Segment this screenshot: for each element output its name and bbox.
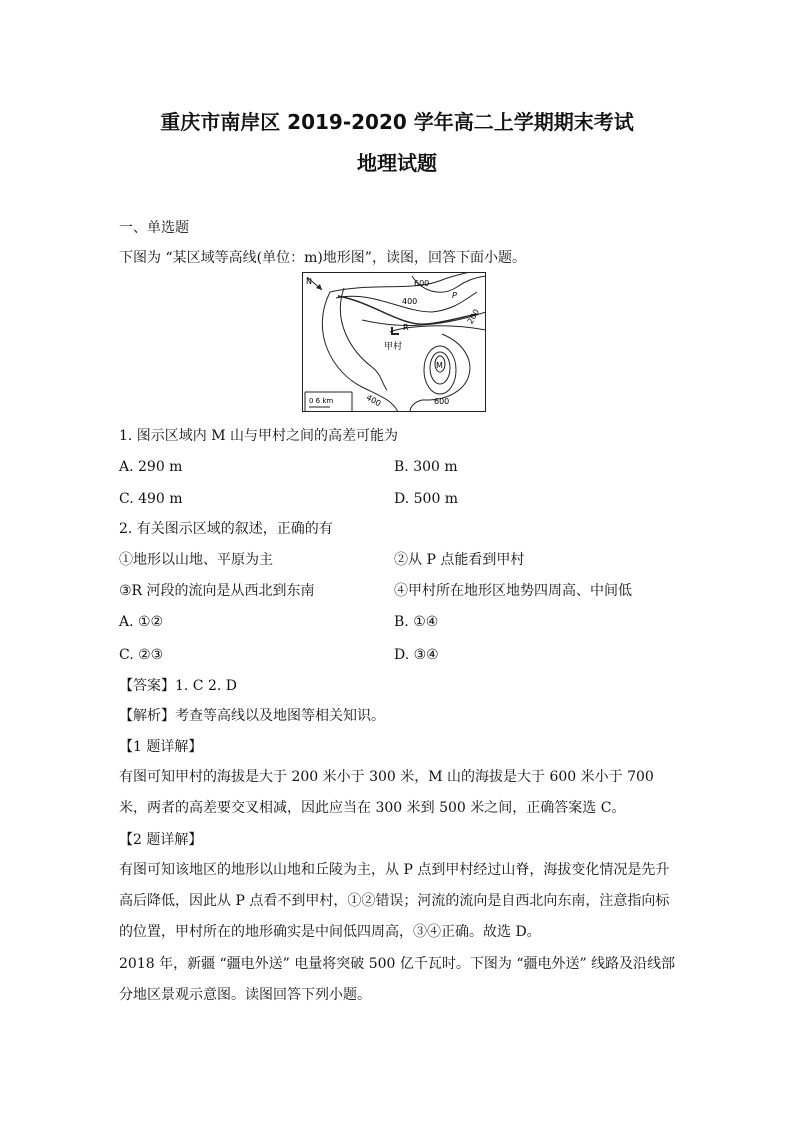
q2-option-a: A. ①② <box>119 614 164 630</box>
detail1-text: 有图可知甲村的海拔是大于 200 米小于 300 米，M 山的海拔是大于 600 米小于 700 米，两者的高差要交叉相减，因此应当在 300 米到 500 米之间，正确答案选 C。 <box>119 769 654 816</box>
q2-option-d: D. ③④ <box>394 647 439 663</box>
map-label-600-top: 600 <box>414 279 430 288</box>
map-label-scale: 0 6 km <box>309 397 334 405</box>
next-question-intro: 2018 年，新疆 “疆电外送” 电量将突破 500 亿千瓦时。下图为 “疆电外送” 线路及沿线部分地区景观示意图。读图回答下列小题。 <box>119 956 676 1003</box>
q2-statement-4: ④甲村所在地形区地势四周高、中间低 <box>394 583 632 599</box>
q2-stem: 2. 有关图示区域的叙述，正确的有 <box>119 521 333 537</box>
q2-option-c: C. ②③ <box>119 647 164 663</box>
map-label-200: 200 <box>465 307 482 326</box>
map-label-north: N <box>306 277 312 286</box>
map-label-village: 甲村 <box>384 342 403 352</box>
page-title: 重庆市南岸区 2019-2020 学年高二上学期期末考试 <box>160 110 634 134</box>
q2-statement-3: ③R 河段的流向是从西北到东南 <box>119 583 315 599</box>
q2-statement-1: ①地形以山地、平原为主 <box>119 552 273 568</box>
q1-stem: 1. 图示区域内 M 山与甲村之间的高差可能为 <box>119 428 399 444</box>
contour-map <box>302 272 486 412</box>
map-label-400-bottom: 400 <box>364 392 383 409</box>
map-label-600-bottom: 600 <box>434 397 450 406</box>
q1-option-c: C. 490 m <box>119 491 183 507</box>
answer-line: 【答案】1. C 2. D <box>119 678 238 694</box>
detail2-text: 有图可知该地区的地形以山地和丘陵为主，从 P 点到甲村经过山脊，海拔变化情况是先升高后降低，因此从 P 点看不到甲村，①②错误；河流的流向是自西北向东南，注意指向标的位置，甲村所在的地形确实是中间低四周高，③④正确。故选 D。 <box>119 862 670 940</box>
q2-option-b: B. ①④ <box>394 614 439 630</box>
question-intro: 下图为 “某区域等高线(单位：m)地形图”，读图，回答下面小题。 <box>119 250 526 266</box>
detail2-heading: 【2 题详解】 <box>119 832 203 848</box>
q1-option-d: D. 500 m <box>394 491 459 507</box>
analysis-line: 【解析】考查等高线以及地图等相关知识。 <box>119 708 385 724</box>
q1-option-a: A. 290 m <box>119 459 183 475</box>
detail1-heading: 【1 题详解】 <box>119 739 203 755</box>
section-heading: 一、单选题 <box>119 220 189 236</box>
map-label-p: P <box>452 291 457 300</box>
map-label-r: R <box>403 323 409 332</box>
map-label-400-top: 400 <box>402 297 418 306</box>
q1-option-b: B. 300 m <box>394 459 458 475</box>
map-label-m: M <box>436 361 443 370</box>
page-subtitle: 地理试题 <box>357 151 437 175</box>
q2-statement-2: ②从 P 点能看到甲村 <box>394 552 525 568</box>
